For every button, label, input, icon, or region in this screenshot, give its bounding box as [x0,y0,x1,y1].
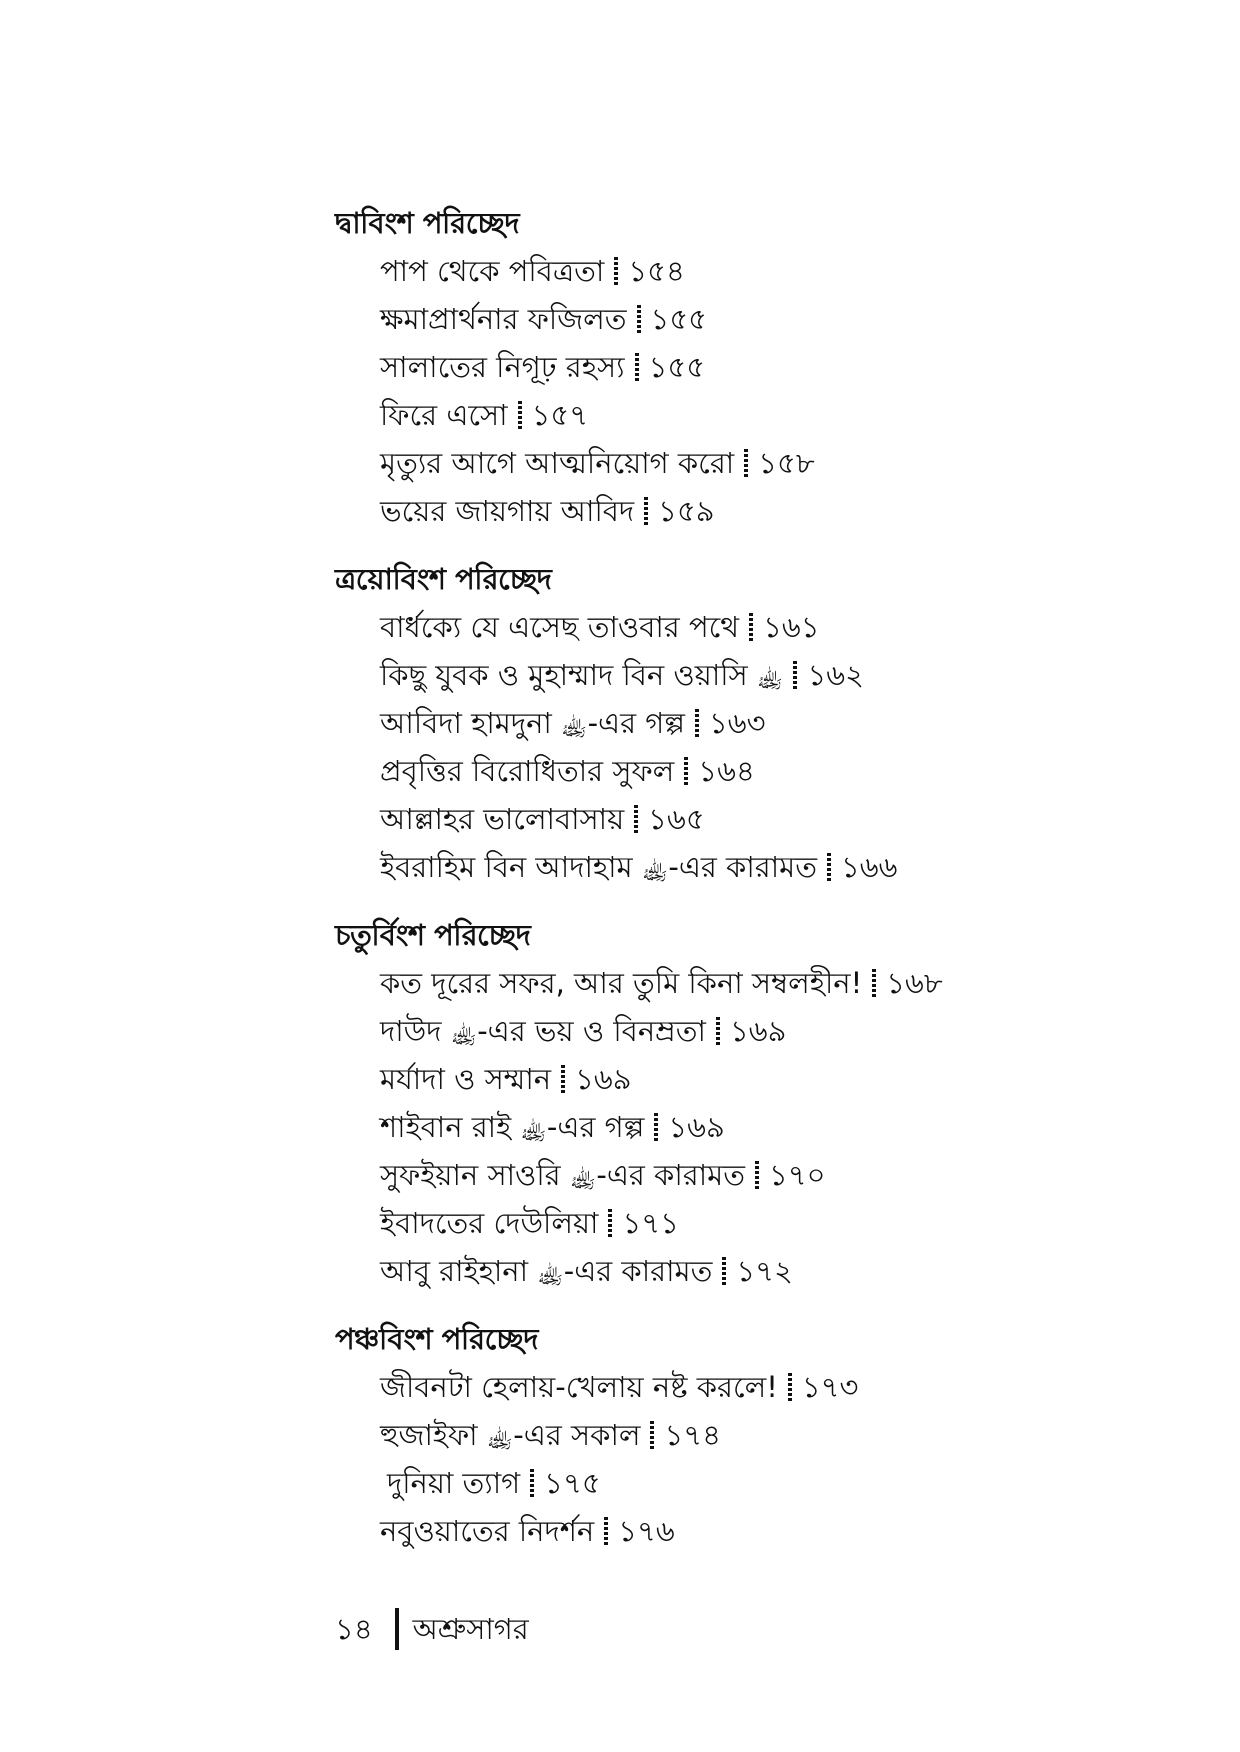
entry-title: আবু রাইহানা ﵀-এর কারামত [380,1254,713,1288]
entry-title: মর্যাদা ও সম্মান [380,1062,552,1096]
toc-entry [380,655,1135,703]
dotted-separator [650,1421,654,1451]
entry-title: ফিরে এসো [380,398,508,432]
dotted-separator [604,1517,608,1547]
toc-entry [380,703,1135,751]
toc-entry [380,799,1135,847]
dotted-separator [530,1469,534,1499]
entry-title: সুফইয়ান সাওরি ﵀-এর কারামত [380,1158,745,1192]
chapter-heading: পঞ্চবিংশ পরিচ্ছেদ [335,1322,538,1356]
toc-entry [380,1367,1135,1415]
entry-title: দাউদ ﵀-এর ভয় ও বিনম্রতা [380,1014,706,1048]
entry-page-number: ১৬৯ [668,1110,725,1144]
toc-entry [380,443,1135,491]
dotted-separator [695,709,699,739]
entry-page-number: ১৭৪ [664,1418,721,1452]
toc-entry [380,1203,1135,1251]
entry-title: ভয়ের জায়গায় আবিদ [380,494,635,528]
dotted-separator [644,497,648,527]
entry-title: ক্ষমাপ্রার্থনার ফজিলত [380,302,627,336]
entry-title: বার্ধক্যে যে এসেছ তাওবার পথে [380,610,740,644]
chapter-section [335,1319,1135,1559]
entry-title: হুজাইফা ﵀-এর সকাল [380,1418,641,1452]
entry-title: নবুওয়াতের নিদর্শন [380,1514,595,1548]
entry-page-number: ১৬৪ [698,754,755,788]
entry-page-number: ১৫৯ [658,494,715,528]
entry-page-number: ১৫৭ [531,398,589,432]
entry-page-number: ১৭১ [622,1206,679,1240]
entry-title: আবিদা হামদুনা ﵀-এর গল্প [380,706,685,740]
toc-entry [380,1511,1135,1559]
entry-title: কিছু যুবক ও মুহাম্মাদ বিন ওয়াসি ﵀ [380,658,784,692]
footer-divider [395,1608,399,1650]
chapter-section [335,559,1135,895]
toc-entry [380,1059,1135,1107]
toc-entry [380,607,1135,655]
dotted-separator [561,1065,565,1095]
entry-page-number: ১৭০ [768,1158,826,1192]
entry-title: জীবনটা হেলায়-খেলায় নষ্ট করলে! [380,1370,778,1404]
toc-entry [387,1463,1135,1511]
entry-title: আল্লাহর ভালোবাসায় [380,802,625,836]
entry-page-number: ১৬১ [763,610,820,644]
dotted-separator [793,661,797,691]
chapter-heading: দ্বাবিংশ পরিচ্ছেদ [335,206,520,240]
entry-title: পাপ থেকে পবিত্রতা [380,254,605,288]
toc-entry [380,395,1135,443]
toc-entry [380,751,1135,799]
toc-entry [380,1415,1135,1463]
entry-page-number: ১৬৮ [886,966,943,1000]
dotted-separator [614,257,618,287]
dotted-separator [827,853,831,883]
dotted-separator [788,1373,792,1403]
toc-entry [380,251,1135,299]
entry-title: সালাতের নিগূঢ় রহস্য [380,350,625,384]
toc-entry [380,491,1135,539]
dotted-separator [518,401,522,431]
entry-page-number: ১৭৬ [618,1514,675,1548]
dotted-separator [634,805,638,835]
entry-title: মৃত্যুর আগে আত্মনিয়োগ করো [380,446,735,480]
entry-page-number: ১৭২ [736,1254,793,1288]
entry-title: ইবাদতের দেউলিয়া [380,1206,599,1240]
dotted-separator [608,1209,612,1239]
toc-entry [380,1251,1135,1299]
entry-title: প্রবৃত্তির বিরোধিতার সুফল [380,754,675,788]
dotted-separator [872,969,876,999]
dotted-separator [722,1257,726,1287]
entry-title: কত দূরের সফর, আর তুমি কিনা সম্বলহীন! [380,966,863,1000]
toc-entry [380,347,1135,395]
entry-page-number: ১৫৮ [758,446,815,480]
toc-entry [380,847,1135,895]
entry-title: দুনিয়া ত্যাগ [387,1466,521,1500]
chapter-heading: ত্রয়োবিংশ পরিচ্ছেদ [335,562,552,596]
toc-entry [380,1107,1135,1155]
toc-entry [380,1155,1135,1203]
page-footer [335,1608,529,1650]
dotted-separator [684,757,688,787]
table-of-contents [335,203,1135,1579]
dotted-separator [635,353,639,383]
entry-page-number: ১৬৩ [708,706,766,740]
toc-entry [380,299,1135,347]
entry-page-number: ১৫৪ [628,254,685,288]
entry-title: শাইবান রাই ﵀-এর গল্প [380,1110,645,1144]
entry-page-number: ১৬৬ [840,850,898,884]
chapter-heading: চতুর্বিংশ পরিচ্ছেদ [335,918,531,952]
entry-page-number: ১৬৯ [729,1014,787,1048]
footer-book-title: অশ্রুসাগর [412,1612,529,1646]
toc-entry [380,963,1135,1011]
dotted-separator [749,613,753,643]
entry-title: ইবরাহিম বিন আদাহাম ﵀-এর কারামত [380,850,817,884]
chapter-section [335,915,1135,1299]
entry-page-number: ১৭৫ [544,1466,601,1500]
entry-page-number: ১৫৫ [650,302,708,336]
dotted-separator [744,449,748,479]
entry-page-number: ১৫৫ [648,350,706,384]
dotted-separator [654,1113,658,1143]
entry-page-number: ১৬২ [807,658,864,692]
entry-page-number: ১৭৩ [801,1370,859,1404]
dotted-separator [637,305,641,335]
toc-entry [380,1011,1135,1059]
dotted-separator [755,1161,759,1191]
chapter-section [335,203,1135,539]
entry-page-number: ১৬৫ [648,802,705,836]
dotted-separator [716,1017,720,1047]
footer-page-number: ১৪ [335,1612,373,1646]
entry-page-number: ১৬৯ [575,1062,632,1096]
